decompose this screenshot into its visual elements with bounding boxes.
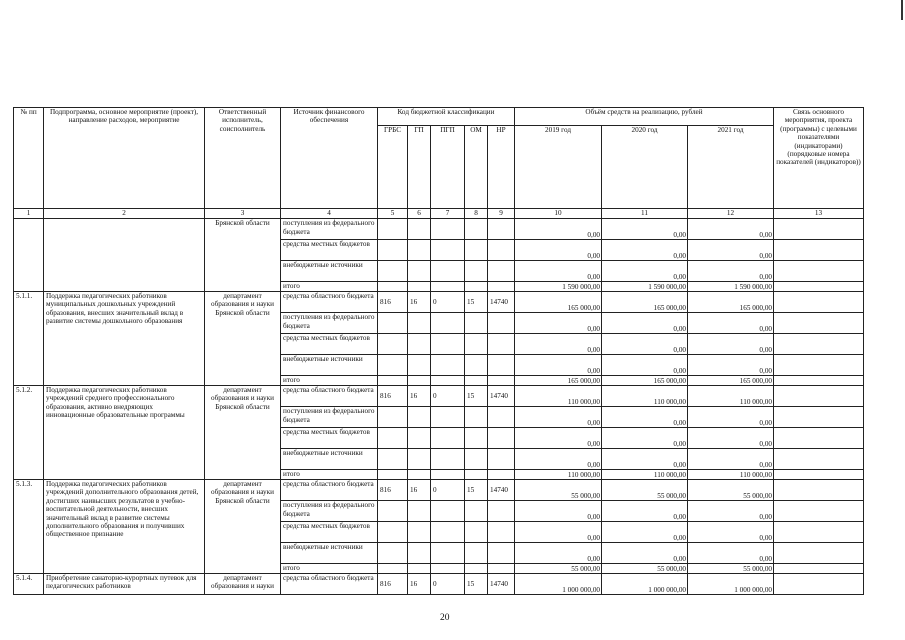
code-om [465,522,488,543]
amount-2019: 110 000,00 [515,386,602,407]
code-pgp [431,219,465,240]
funding-source: итого [281,376,378,386]
column-number: 10 [515,209,602,219]
executor: Брянской области [205,219,281,292]
code-gp [408,470,431,480]
amount-2020: 0,00 [602,355,688,376]
amount-2020: 0,00 [602,522,688,543]
column-number: 5 [378,209,408,219]
code-gp: 16 [408,574,431,595]
code-gp [408,334,431,355]
amount-2020: 0,00 [602,313,688,334]
table-body [14,219,864,595]
code-np [488,449,515,470]
funding-source: внебюджетные источники [281,261,378,282]
indicator-link [774,282,864,292]
code-om [465,240,488,261]
code-grbs [378,334,408,355]
header-link: Связь основного мероприятия, проекта (программы) с целевыми показателями (индикаторами) (порядковые номера показателей (индикаторов)) [774,108,864,209]
funding-source: средства местных бюджетов [281,428,378,449]
code-grbs [378,313,408,334]
executor: департамент образования и науки [205,574,281,595]
table-row [14,574,864,595]
amount-2020: 0,00 [602,261,688,282]
row-number [14,219,44,292]
code-pgp: 0 [431,386,465,407]
row-number: 5.1.1. [14,292,44,386]
amount-2019: 0,00 [515,407,602,428]
code-grbs [378,355,408,376]
code-gp [408,428,431,449]
code-np [488,282,515,292]
code-grbs [378,282,408,292]
code-pgp: 0 [431,292,465,313]
amount-2020: 0,00 [602,219,688,240]
amount-2019: 55 000,00 [515,564,602,574]
code-np [488,522,515,543]
amount-2019: 0,00 [515,334,602,355]
amount-2021: 0,00 [688,261,774,282]
code-pgp [431,355,465,376]
funding-source: средства местных бюджетов [281,240,378,261]
amount-2019: 0,00 [515,313,602,334]
code-om [465,355,488,376]
funding-source: средства областного бюджета [281,386,378,407]
amount-2020: 0,00 [602,449,688,470]
column-number: 1 [14,209,44,219]
code-pgp [431,470,465,480]
funding-source: поступления из федерального бюджета [281,407,378,428]
header-volume: Объём средств на реализацию, рублей [515,108,774,126]
code-pgp [431,376,465,386]
header-source: Источник финансового обеспечения [281,108,378,209]
code-pgp: 0 [431,480,465,501]
amount-2021: 0,00 [688,449,774,470]
header-np: НР [488,126,515,209]
code-np [488,313,515,334]
amount-2020: 1 000 000,00 [602,574,688,595]
code-gp [408,449,431,470]
amount-2021: 55 000,00 [688,480,774,501]
code-gp [408,501,431,522]
header-2020: 2020 год [602,126,688,209]
amount-2020: 0,00 [602,543,688,564]
code-grbs: 816 [378,292,408,313]
table-row [14,219,864,240]
code-pgp [431,449,465,470]
executor: департамент образования и науки Брянской области [205,292,281,386]
amount-2021: 0,00 [688,501,774,522]
header-program: Подпрограмма, основное мероприятие (проект), направление расходов, мероприятие [44,108,205,209]
indicator-link [774,240,864,261]
amount-2019: 0,00 [515,522,602,543]
amount-2020: 55 000,00 [602,480,688,501]
indicator-link [774,470,864,480]
amount-2021: 55 000,00 [688,564,774,574]
amount-2021: 110 000,00 [688,470,774,480]
executor: департамент образования и науки Брянской области [205,386,281,480]
code-grbs [378,543,408,564]
amount-2020: 1 590 000,00 [602,282,688,292]
code-np [488,564,515,574]
funding-source: внебюджетные источники [281,449,378,470]
amount-2021: 0,00 [688,522,774,543]
amount-2019: 165 000,00 [515,376,602,386]
amount-2021: 0,00 [688,313,774,334]
code-om [465,407,488,428]
column-number: 11 [602,209,688,219]
funding-source: поступления из федерального бюджета [281,313,378,334]
measure-title [44,219,205,292]
column-number: 6 [408,209,431,219]
code-grbs: 816 [378,386,408,407]
code-grbs: 816 [378,480,408,501]
code-grbs [378,428,408,449]
code-gp: 16 [408,292,431,313]
amount-2019: 1 000 000,00 [515,574,602,595]
indicator-link [774,564,864,574]
code-pgp [431,428,465,449]
code-gp [408,261,431,282]
code-grbs: 816 [378,574,408,595]
code-pgp [431,501,465,522]
code-grbs [378,449,408,470]
funding-source: внебюджетные источники [281,355,378,376]
indicator-link [774,407,864,428]
header-gp: ГП [408,126,431,209]
code-np [488,376,515,386]
header-2019: 2019 год [515,126,602,209]
code-om: 15 [465,292,488,313]
indicator-link [774,449,864,470]
funding-source: средства местных бюджетов [281,522,378,543]
header-2021: 2021 год [688,126,774,209]
code-om [465,219,488,240]
amount-2019: 0,00 [515,219,602,240]
code-om [465,564,488,574]
code-np [488,355,515,376]
column-number: 12 [688,209,774,219]
code-np [488,428,515,449]
amount-2019: 0,00 [515,355,602,376]
amount-2019: 110 000,00 [515,470,602,480]
code-np [488,470,515,480]
code-om [465,334,488,355]
header-no: № пп [14,108,44,209]
indicator-link [774,313,864,334]
amount-2020: 0,00 [602,428,688,449]
funding-source: средства областного бюджета [281,292,378,313]
table-row [14,386,864,407]
column-number: 13 [774,209,864,219]
code-om [465,449,488,470]
amount-2020: 165 000,00 [602,376,688,386]
code-gp [408,564,431,574]
code-pgp [431,543,465,564]
code-np [488,334,515,355]
funding-source: итого [281,564,378,574]
funding-source: средства областного бюджета [281,574,378,595]
header-executor: Ответственный исполнитель, соисполнитель [205,108,281,209]
amount-2021: 0,00 [688,428,774,449]
budget-table [13,107,864,595]
funding-source: поступления из федерального бюджета [281,501,378,522]
amount-2019: 55 000,00 [515,480,602,501]
header-budget-code: Код бюджетной классификации [378,108,515,126]
amount-2020: 0,00 [602,501,688,522]
code-om [465,282,488,292]
amount-2021: 1 590 000,00 [688,282,774,292]
amount-2021: 0,00 [688,334,774,355]
amount-2020: 110 000,00 [602,386,688,407]
indicator-link [774,574,864,595]
code-om [465,376,488,386]
code-pgp [431,261,465,282]
code-np [488,407,515,428]
code-om [465,428,488,449]
funding-source: внебюджетные источники [281,543,378,564]
row-number: 5.1.3. [14,480,44,574]
amount-2019: 0,00 [515,449,602,470]
code-gp [408,376,431,386]
code-gp [408,522,431,543]
indicator-link [774,501,864,522]
amount-2021: 165 000,00 [688,376,774,386]
amount-2019: 0,00 [515,240,602,261]
funding-source: поступления из федерального бюджета [281,219,378,240]
indicator-link [774,522,864,543]
row-number: 5.1.4. [14,574,44,595]
code-np [488,543,515,564]
code-pgp [431,522,465,543]
column-number: 9 [488,209,515,219]
amount-2019: 0,00 [515,543,602,564]
table-row [14,480,864,501]
amount-2019: 165 000,00 [515,292,602,313]
code-np: 14740 [488,574,515,595]
amount-2021: 0,00 [688,355,774,376]
amount-2021: 1 000 000,00 [688,574,774,595]
header-grbs: ГРБС [378,126,408,209]
code-om: 15 [465,574,488,595]
header-pgp: ПГП [431,126,465,209]
amount-2021: 110 000,00 [688,386,774,407]
code-gp [408,219,431,240]
amount-2019: 0,00 [515,501,602,522]
amount-2020: 0,00 [602,407,688,428]
amount-2020: 110 000,00 [602,470,688,480]
measure-title: Приобретение санаторно-курортных путевок для педагогических работников [44,574,205,595]
code-np: 14740 [488,386,515,407]
column-number: 8 [465,209,488,219]
code-om [465,470,488,480]
code-pgp [431,407,465,428]
code-np: 14740 [488,292,515,313]
amount-2020: 165 000,00 [602,292,688,313]
amount-2019: 0,00 [515,261,602,282]
measure-title: Поддержка педагогических работников учреждений среднего профессионального образования, активно внедряющих инновационные образовательные программы [44,386,205,480]
amount-2020: 0,00 [602,240,688,261]
code-np [488,219,515,240]
amount-2020: 55 000,00 [602,564,688,574]
executor: департамент образования и науки Брянской области [205,480,281,574]
scan-edge-mark [901,0,903,20]
code-grbs [378,522,408,543]
funding-source: итого [281,470,378,480]
code-pgp [431,564,465,574]
amount-2020: 0,00 [602,334,688,355]
code-np [488,240,515,261]
code-np [488,261,515,282]
amount-2021: 0,00 [688,543,774,564]
code-om [465,501,488,522]
code-gp [408,355,431,376]
funding-source: средства местных бюджетов [281,334,378,355]
indicator-link [774,543,864,564]
table-row [14,292,864,313]
indicator-link [774,376,864,386]
page-number: 20 [440,613,450,623]
indicator-link [774,386,864,407]
column-number: 7 [431,209,465,219]
row-number: 5.1.2. [14,386,44,480]
indicator-link [774,480,864,501]
code-gp: 16 [408,386,431,407]
column-number: 3 [205,209,281,219]
code-gp [408,313,431,334]
code-grbs [378,219,408,240]
code-grbs [378,501,408,522]
code-pgp [431,334,465,355]
funding-source: итого [281,282,378,292]
amount-2021: 165 000,00 [688,292,774,313]
code-pgp [431,282,465,292]
code-om [465,261,488,282]
column-number: 2 [44,209,205,219]
indicator-link [774,261,864,282]
code-grbs [378,407,408,428]
code-gp [408,282,431,292]
funding-source: средства областного бюджета [281,480,378,501]
indicator-link [774,219,864,240]
code-np: 14740 [488,480,515,501]
column-number-row [14,209,864,219]
code-grbs [378,261,408,282]
indicator-link [774,428,864,449]
column-number: 4 [281,209,378,219]
indicator-link [774,292,864,313]
code-gp [408,543,431,564]
code-om [465,313,488,334]
code-grbs [378,470,408,480]
amount-2021: 0,00 [688,240,774,261]
indicator-link [774,334,864,355]
amount-2021: 0,00 [688,407,774,428]
code-om [465,543,488,564]
amount-2019: 0,00 [515,428,602,449]
code-grbs [378,376,408,386]
code-gp [408,240,431,261]
code-om: 15 [465,386,488,407]
indicator-link [774,355,864,376]
header-om: ОМ [465,126,488,209]
code-gp [408,407,431,428]
code-pgp [431,240,465,261]
code-om: 15 [465,480,488,501]
code-gp: 16 [408,480,431,501]
measure-title: Поддержка педагогических работников муниципальных дошкольных учреждений образования, внесших значительный вклад в развитие системы дошкольного образования [44,292,205,386]
amount-2019: 1 590 000,00 [515,282,602,292]
code-grbs [378,240,408,261]
measure-title: Поддержка педагогических работников учреждений дополнительного образования детей, достигших наивысших результатов в учебно-воспитательной деятельности, внесших значительный вклад в развитие системы дополнительного образования и получивших общественное признание [44,480,205,574]
amount-2021: 0,00 [688,219,774,240]
code-pgp [431,313,465,334]
code-np [488,501,515,522]
code-grbs [378,564,408,574]
code-pgp: 0 [431,574,465,595]
